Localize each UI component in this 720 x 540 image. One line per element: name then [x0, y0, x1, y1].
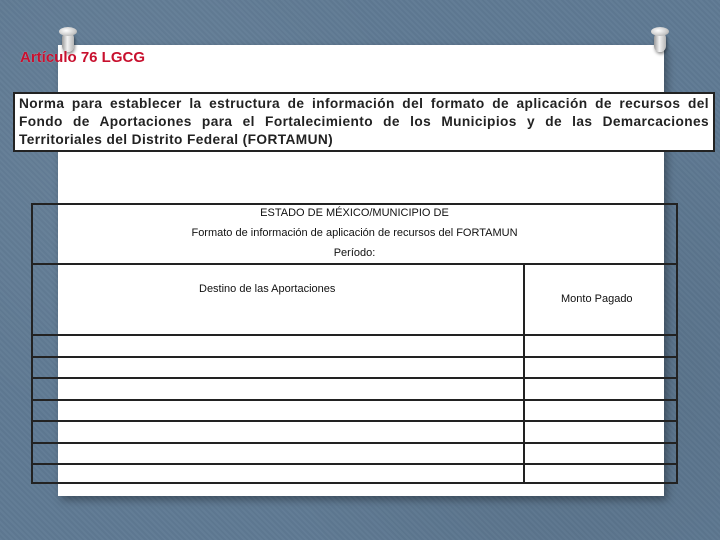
table-row: [33, 442, 676, 444]
fortamun-format-table: [31, 203, 678, 484]
table-row: [33, 356, 676, 358]
table-header: [33, 205, 676, 265]
header-state-municipality: ESTADO DE MÉXICO/MUNICIPIO DE: [260, 207, 449, 219]
table-row: [33, 377, 676, 379]
column-header-monto: Monto Pagado: [561, 293, 633, 305]
header-period: Período:: [333, 247, 376, 259]
table-row: [33, 420, 676, 422]
table-row: [33, 463, 676, 465]
table-row: [33, 334, 676, 336]
header-format-title: Formato de información de aplicación de recursos del FORTAMUN: [191, 227, 518, 239]
norma-description: Norma para establecer la estructura de información del formato de aplicación de recursos del Fondo de Aportaciones para el Fortalecimiento de los Municipios y de las Demarcaciones Territoriales del Distrito Federal (FORTAMUN): [13, 92, 715, 152]
pushpin-icon: [654, 32, 666, 52]
column-header-destino: Destino de las Aportaciones: [199, 283, 336, 295]
column-divider: [523, 265, 525, 484]
table-row: [33, 399, 676, 401]
slide-title: Artículo 76 LGCG: [20, 49, 146, 66]
